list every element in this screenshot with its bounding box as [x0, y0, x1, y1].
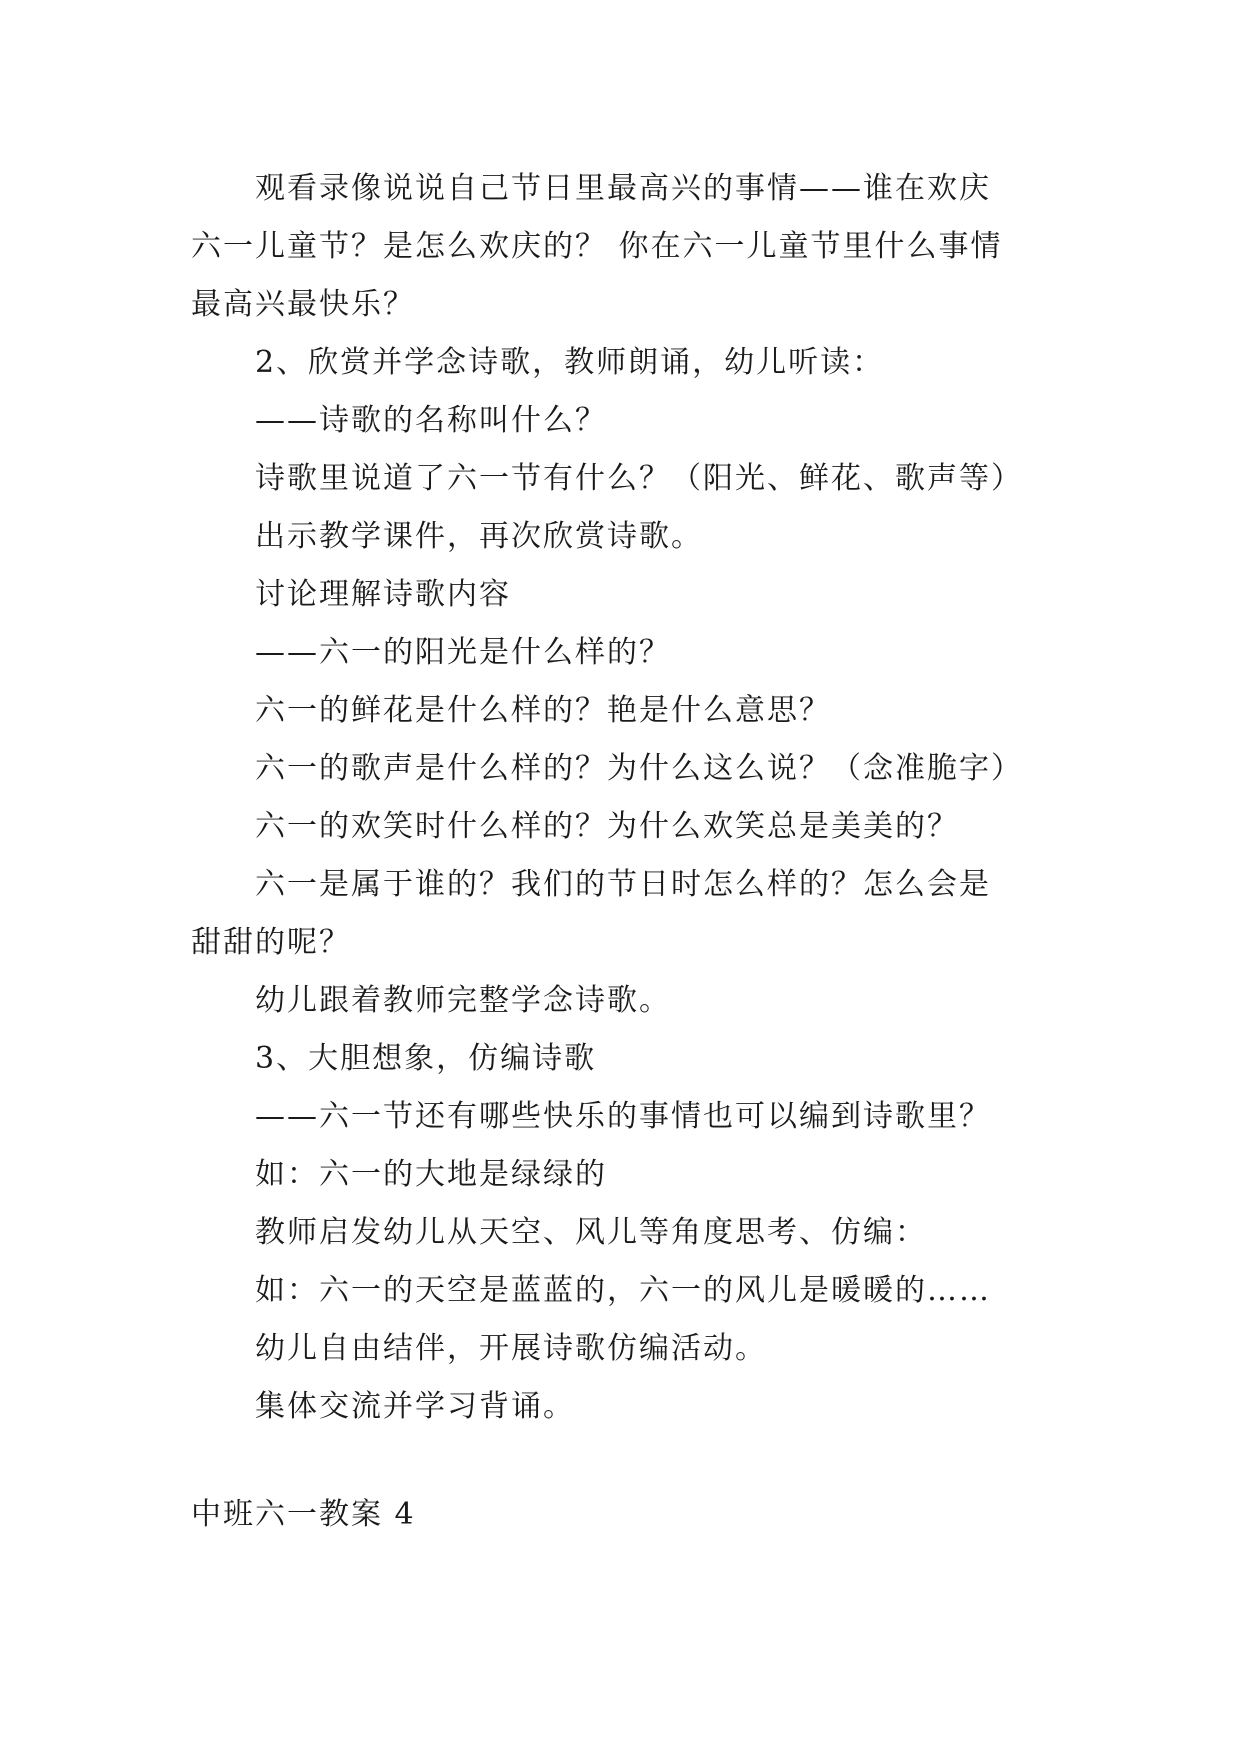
- paragraph-line: ——六一节还有哪些快乐的事情也可以编到诗歌里？: [255, 1099, 991, 1134]
- paragraph-line: ——六一的阳光是什么样的？: [255, 635, 671, 670]
- paragraph-line: 出示教学课件，再次欣赏诗歌。: [255, 519, 703, 554]
- paragraph-line: 最高兴最快乐？: [191, 287, 415, 322]
- paragraph-line: 2、欣赏并学念诗歌，教师朗诵，幼儿听读：: [255, 345, 885, 380]
- paragraph-line: 六一是属于谁的？我们的节日时怎么样的？怎么会是: [255, 867, 991, 902]
- paragraph-line: 教师启发幼儿从天空、风儿等角度思考、仿编：: [255, 1215, 927, 1250]
- paragraph-line: 六一的歌声是什么样的？为什么这么说？（念准脆字）: [255, 751, 1023, 786]
- paragraph-line: 六一儿童节？是怎么欢庆的？ 你在六一儿童节里什么事情: [191, 229, 1003, 264]
- paragraph-line: 观看录像说说自己节日里最高兴的事情——谁在欢庆: [255, 171, 991, 206]
- paragraph-line: 集体交流并学习背诵。: [255, 1389, 575, 1424]
- paragraph-line: 甜甜的呢？: [191, 925, 351, 960]
- paragraph-line: 如：六一的大地是绿绿的: [255, 1157, 607, 1192]
- document-body: [191, 160, 1061, 1436]
- paragraph-line: 六一的欢笑时什么样的？为什么欢笑总是美美的？: [255, 809, 959, 844]
- paragraph-line: 3、大胆想象，仿编诗歌: [255, 1041, 597, 1076]
- paragraph-line: 讨论理解诗歌内容: [255, 577, 511, 612]
- paragraph-line: ——诗歌的名称叫什么？: [255, 403, 607, 438]
- paragraph-line: 六一的鲜花是什么样的？艳是什么意思？: [255, 693, 831, 728]
- section-heading: 中班六一教案 4: [191, 1497, 416, 1532]
- paragraph-line: 如：六一的天空是蓝蓝的，六一的风儿是暖暖的……: [255, 1273, 991, 1308]
- paragraph-line: 诗歌里说道了六一节有什么？（阳光、鲜花、歌声等）: [255, 461, 1023, 496]
- paragraph-line: 幼儿跟着教师完整学念诗歌。: [255, 983, 671, 1018]
- paragraph-line: 幼儿自由结伴，开展诗歌仿编活动。: [255, 1331, 767, 1366]
